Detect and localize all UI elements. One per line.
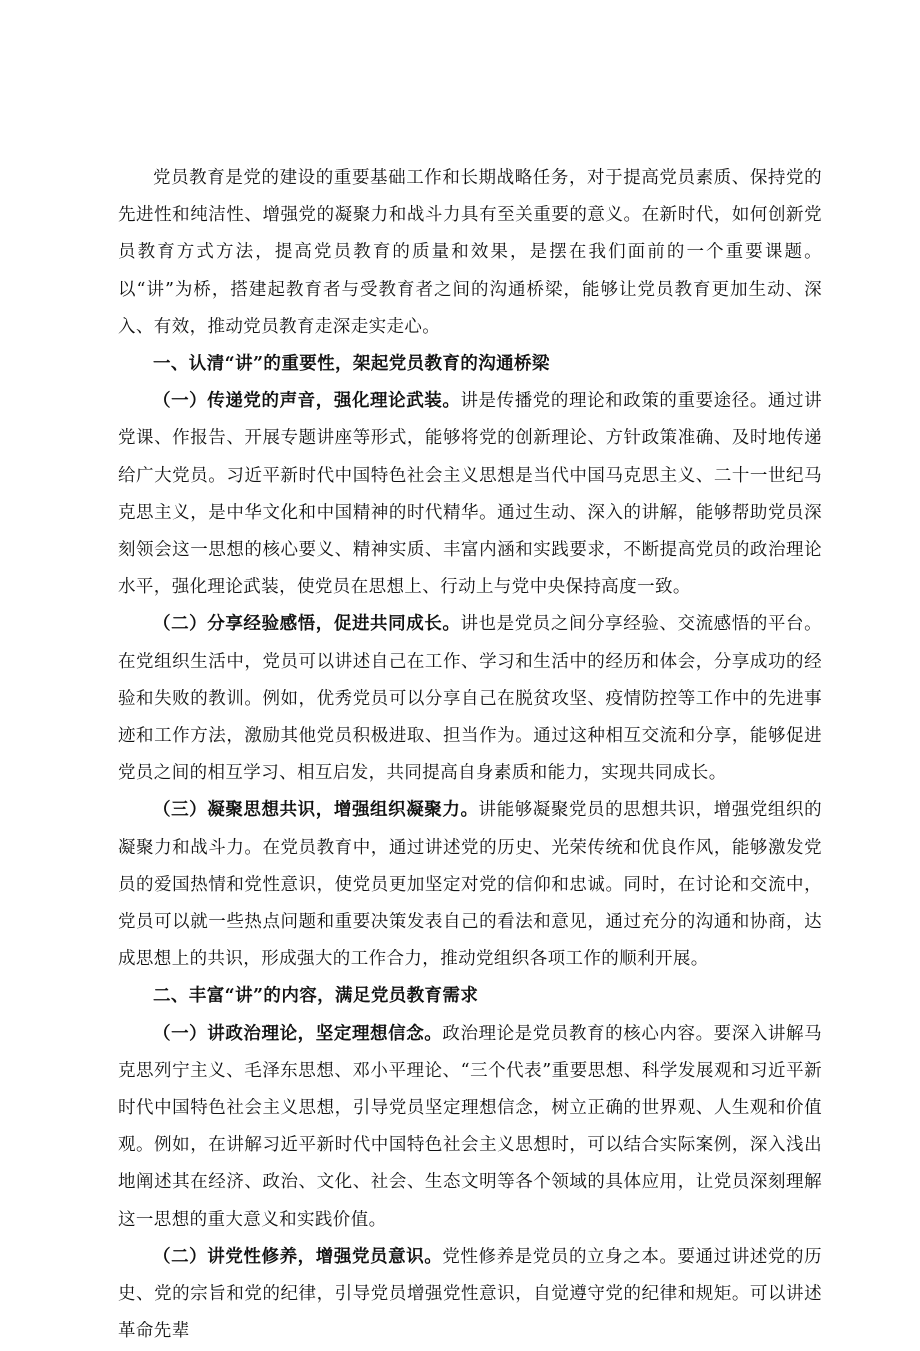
- section-2-item-2-text: 党性修养是党员的立身之本。要通过讲述党的历史、党的宗旨和党的纪律，引导党员增强党性意识，自觉遵守党的纪律和规矩。可以讲述革命先辈: [118, 1246, 822, 1342]
- section-1-item-1-text: 讲是传播党的理论和政策的重要途径。通过讲党课、作报告、开展专题讲座等形式，能够将党的创新理论、方针政策准确、及时地传递给广大党员。习近平新时代中国特色社会主义思想是当代中国马克思主义、二十一世纪马克思主义，是中华文化和中国精神的时代精华。通过生动、深入的讲解，能够帮助党员深刻领会这一思想的核心要义、精神实质、丰富内涵和实践要求，不断提高党员的政治理论水平，强化理论武装，使党员在思想上、行动上与党中央保持高度一致。: [118, 391, 822, 598]
- intro-paragraph: 党员教育是党的建设的重要基础工作和长期战略任务，对于提高党员素质、保持党的先进性和纯洁性、增强党的凝聚力和战斗力具有至关重要的意义。在新时代，如何创新党员教育方式方法，提高党员教育的质量和效果，是摆在我们面前的一个重要课题。以“讲”为桥，搭建起教育者与受教育者之间的沟通桥梁，能够让党员教育更加生动、深入、有效，推动党员教育走深走实走心。: [118, 168, 822, 337]
- section-2-item-2-lead: （二）讲党性修养，增强党员意识。: [153, 1246, 443, 1267]
- section-1-item-3-lead: （三）凝聚思想共识，增强组织凝聚力。: [153, 800, 479, 821]
- section-1-item-2: [118, 606, 822, 792]
- section-1-item-2-text: 讲也是党员之间分享经验、交流感悟的平台。在党组织生活中，党员可以讲述自己在工作、学习和生活中的经历和体会，分享成功的经验和失败的教训。例如，优秀党员可以分享自己在脱贫攻坚、疫情防控等工作中的先进事迹和工作方法，激励其他党员积极进取、担当作为。通过这种相互交流和分享，能够促进党员之间的相互学习、相互启发，共同提高自身素质和能力，实现共同成长。: [118, 614, 822, 784]
- section-2-item-1-text: 政治理论是党员教育的核心内容。要深入讲解马克思列宁主义、毛泽东思想、邓小平理论、“三个代表”重要思想、科学发展观和习近平新时代中国特色社会主义思想，引导党员坚定理想信念，树立正确的世界观、人生观和价值观。例如，在讲解习近平新时代中国特色社会主义思想时，可以结合实际案例，深入浅出地阐述其在经济、政治、文化、社会、生态文明等各个领域的具体应用，让党员深刻理解这一思想的重大意义和实践价值。: [118, 1023, 822, 1230]
- section-1-item-3: [118, 792, 822, 978]
- section-2-item-2: [118, 1239, 822, 1351]
- section-2-heading: 二、丰富“讲”的内容，满足党员教育需求: [153, 986, 479, 1007]
- section-1-item-3-text: 讲能够凝聚党员的思想共识，增强党组织的凝聚力和战斗力。在党员教育中，通过讲述党的历史、光荣传统和优良作风，能够激发党员的爱国热情和党性意识，使党员更加坚定对党的信仰和忠诚。同时，在讨论和交流中，党员可以就一些热点问题和重要决策发表自己的看法和意见，通过充分的沟通和协商，达成思想上的共识，形成强大的工作合力，推动党组织各项工作的顺利开展。: [118, 800, 822, 970]
- section-1-item-1-lead: （一）传递党的声音，强化理论武装。: [153, 391, 461, 412]
- section-1-heading: 一、认清“讲”的重要性，架起党员教育的沟通桥梁: [153, 354, 550, 375]
- document-body: [118, 160, 822, 1351]
- section-1-item-1: [118, 383, 822, 606]
- section-2-item-1-lead: （一）讲政治理论，坚定理想信念。: [153, 1023, 443, 1044]
- section-2-item-1: [118, 1016, 822, 1239]
- section-1-item-2-lead: （二）分享经验感悟，促进共同成长。: [153, 614, 461, 635]
